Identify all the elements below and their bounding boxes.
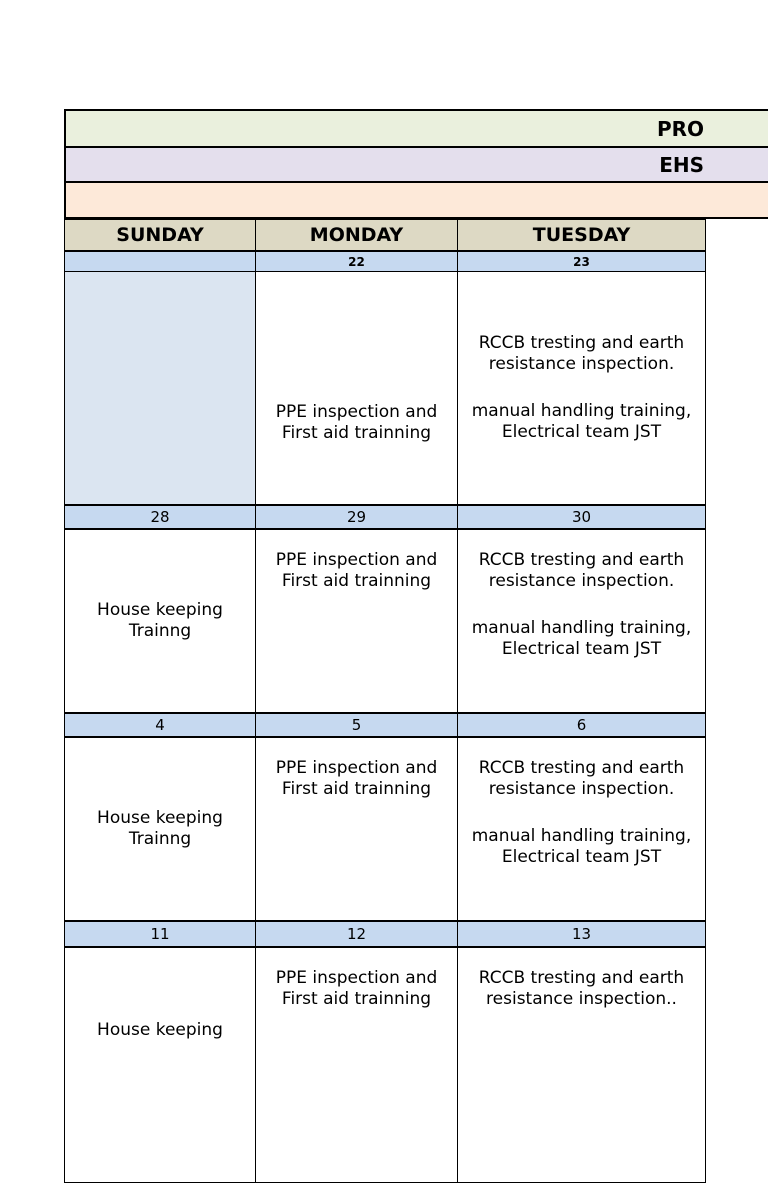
event-cell-sunday <box>65 737 256 921</box>
event-cell-sunday <box>65 947 256 1183</box>
date-cell: 5 <box>256 713 458 737</box>
event-row <box>65 737 706 921</box>
event-cell-tuesday <box>458 737 706 921</box>
subtitle-banner <box>64 146 768 182</box>
date-row <box>65 713 706 737</box>
event-text: PPE inspection and First aid trainning <box>275 402 438 443</box>
date-row <box>65 505 706 529</box>
date-cell: 11 <box>65 921 256 947</box>
date-cell: 4 <box>65 713 256 737</box>
event-cell-monday <box>256 272 458 506</box>
event-cell-monday <box>256 529 458 713</box>
event-text: PPE inspection and First aid trainning <box>275 550 438 591</box>
header-monday: MONDAY <box>256 219 458 251</box>
date-cell: 22 <box>256 251 458 272</box>
header-sunday: SUNDAY <box>65 219 256 251</box>
subtitle-text: EHS <box>659 153 704 177</box>
event-text: House keeping Trainng <box>97 600 223 641</box>
date-cell: 13 <box>458 921 706 947</box>
title-text: PRO <box>656 117 704 141</box>
date-cell <box>65 251 256 272</box>
event-text: House keeping Trainng <box>97 808 223 849</box>
event-text: RCCB tresting and earth resistance inspection.. <box>478 968 685 1009</box>
event-text: manual handling training, Electrical team JST <box>471 826 692 867</box>
event-text: RCCB tresting and earth resistance inspection. <box>478 758 685 799</box>
weekday-header-row <box>65 219 706 251</box>
event-cell-tuesday <box>458 529 706 713</box>
date-cell: 23 <box>458 251 706 272</box>
event-text: PPE inspection and First aid trainning <box>275 968 438 1009</box>
event-cell-sunday <box>65 272 256 506</box>
date-cell: 6 <box>458 713 706 737</box>
date-cell: 30 <box>458 505 706 529</box>
date-cell: 29 <box>256 505 458 529</box>
info-banner <box>64 181 768 219</box>
event-cell-tuesday <box>458 947 706 1183</box>
date-row <box>65 251 706 272</box>
event-text: manual handling training, Electrical team JST <box>471 401 692 442</box>
event-cell-monday <box>256 737 458 921</box>
event-row <box>65 272 706 506</box>
event-text: RCCB tresting and earth resistance inspection. <box>478 333 685 374</box>
event-cell-tuesday <box>458 272 706 506</box>
event-text: House keeping <box>97 1020 223 1040</box>
calendar-table <box>64 218 706 1183</box>
date-row <box>65 921 706 947</box>
event-cell-sunday <box>65 529 256 713</box>
date-cell: 12 <box>256 921 458 947</box>
header-tuesday: TUESDAY <box>458 219 706 251</box>
event-row <box>65 529 706 713</box>
event-text: RCCB tresting and earth resistance inspection. <box>478 550 685 591</box>
title-banner <box>64 109 768 147</box>
event-row <box>65 947 706 1183</box>
date-cell: 28 <box>65 505 256 529</box>
event-text: PPE inspection and First aid trainning <box>275 758 438 799</box>
event-text: manual handling training, Electrical team JST <box>471 618 692 659</box>
event-cell-monday <box>256 947 458 1183</box>
